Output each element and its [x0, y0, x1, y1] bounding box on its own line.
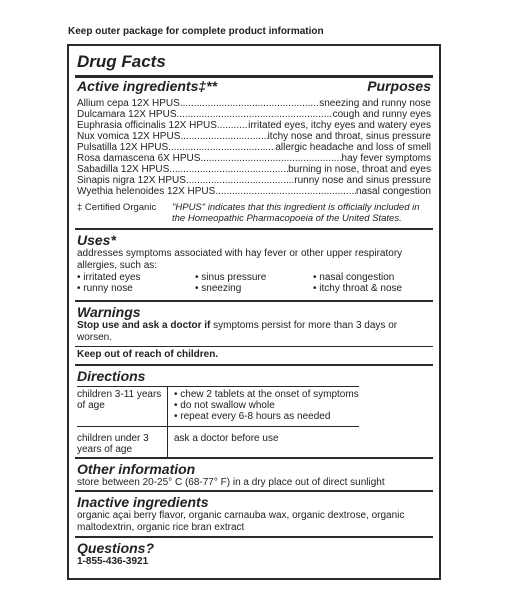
warnings-heading: Warnings	[77, 304, 141, 320]
questions-phone: 1-855-436-3921	[77, 556, 149, 567]
questions-section	[69, 540, 439, 568]
inactive-ingredients-text: organic açai berry flavor, organic carnauba wax, organic dextrose, organic maltodextrin, organic rice bran extract	[77, 510, 405, 533]
thin-rule	[75, 346, 433, 347]
ingredient-row	[77, 142, 431, 153]
section-rule	[75, 364, 433, 366]
ingredient-footnote	[69, 202, 439, 224]
ingredient-row	[77, 120, 431, 131]
section-rule	[75, 300, 433, 302]
keep-out-section	[69, 349, 439, 361]
ingredient-row	[77, 186, 431, 197]
certified-organic-note: ‡ Certified Organic	[77, 202, 157, 213]
ingredient-purpose: irritated eyes, itchy eyes and watery eyes	[248, 120, 431, 131]
ingredient-row	[77, 98, 431, 109]
ingredient-name: Allium cepa 12X HPUS	[77, 98, 180, 109]
section-rule	[75, 536, 433, 538]
ingredient-row	[77, 175, 431, 186]
ingredient-purpose: allergic headache and loss of smell	[275, 142, 431, 153]
keep-out-warning: Keep out of reach of children.	[77, 349, 219, 360]
warnings-section	[69, 304, 439, 344]
stop-use-bold: Stop use and ask a doctor if	[77, 320, 211, 331]
ingredient-purpose: nasal congestion	[355, 186, 431, 197]
ingredient-row	[77, 164, 431, 175]
use-item: • sneezing	[195, 283, 242, 294]
ingredient-row	[77, 153, 431, 164]
other-info-text: store between 20-25° C (68-77° F) in a dry place out of direct sunlight	[77, 477, 385, 488]
ingredient-purpose: hay fever symptoms	[341, 153, 431, 164]
stop-use-rest: symptoms persist for more than 3 days or worsen.	[77, 320, 398, 343]
package-notice: Keep outer package for complete product information	[68, 26, 324, 37]
directions-age: children 3-11 years of age	[77, 387, 168, 427]
ingredient-name: Sabadilla 12X HPUS	[77, 164, 170, 175]
uses-list	[77, 272, 431, 294]
purposes-heading: Purposes	[367, 78, 431, 94]
drug-facts-title-section	[69, 52, 439, 72]
directions-heading: Directions	[77, 368, 146, 384]
directions-instructions: ask a doctor before use	[168, 427, 359, 460]
ingredient-name: Pulsatilla 12X HPUS	[77, 142, 169, 153]
drug-facts-title: Drug Facts	[77, 52, 166, 71]
uses-heading: Uses*	[77, 232, 116, 248]
use-item: • runny nose	[77, 283, 133, 294]
directions-row	[77, 387, 359, 427]
inactive-ingredients-section	[69, 494, 439, 534]
ingredient-row	[77, 109, 431, 120]
active-ingredients-heading: Active ingredients‡**	[77, 78, 218, 94]
ingredient-list	[69, 98, 439, 197]
directions-instructions	[168, 387, 359, 427]
ingredient-name: Nux vomica 12X HPUS	[77, 131, 181, 142]
section-rule	[75, 490, 433, 492]
uses-intro: addresses symptoms associated with hay fever or other upper respiratory allergies, such as:	[77, 248, 403, 271]
active-ingredients-section	[69, 78, 439, 94]
use-item: • irritated eyes	[77, 272, 141, 283]
stop-use-warning	[77, 320, 431, 344]
hpus-note: "HPUS" indicates that this ingredient is officially included in the Homeopathic Pharmacopoeia of the United States.	[172, 202, 420, 224]
directions-section	[69, 368, 439, 384]
use-item: • nasal congestion	[313, 272, 395, 283]
ingredient-row	[77, 131, 431, 142]
ingredient-name: Dulcamara 12X HPUS	[77, 109, 177, 120]
directions-table	[77, 386, 359, 459]
ingredient-purpose: cough and runny eyes	[332, 109, 431, 120]
drug-facts-panel	[67, 44, 441, 580]
ingredient-purpose: itchy nose and throat, sinus pressure	[267, 131, 431, 142]
directions-age: children under 3 years of age	[77, 427, 168, 460]
ingredient-purpose: burning in nose, throat and eyes	[288, 164, 431, 175]
ingredient-name: Rosa damascena 6X HPUS	[77, 153, 201, 164]
use-item: • itchy throat & nose	[313, 283, 403, 294]
use-item: • sinus pressure	[195, 272, 267, 283]
other-info-heading: Other information	[77, 461, 196, 477]
ingredient-name: Sinapis nigra 12X HPUS	[77, 175, 186, 186]
uses-section	[69, 232, 439, 294]
section-rule	[75, 228, 433, 230]
questions-heading: Questions?	[77, 540, 155, 556]
section-rule	[75, 457, 433, 459]
directions-row	[77, 427, 359, 460]
inactive-ingredients-heading: Inactive ingredients	[77, 494, 209, 510]
ingredient-name: Wyethia helenoides 12X HPUS	[77, 186, 216, 197]
ingredient-purpose: runny nose and sinus pressure	[294, 175, 431, 186]
direction-item: • do not swallow whole	[174, 400, 275, 411]
direction-item: • chew 2 tablets at the onset of symptoms	[174, 389, 359, 400]
ingredient-purpose: sneezing and runny nose	[319, 98, 431, 109]
other-info-section	[69, 461, 439, 489]
ingredient-name: Euphrasia officinalis 12X HPUS	[77, 120, 217, 131]
direction-item: • repeat every 6-8 hours as needed	[174, 411, 331, 422]
